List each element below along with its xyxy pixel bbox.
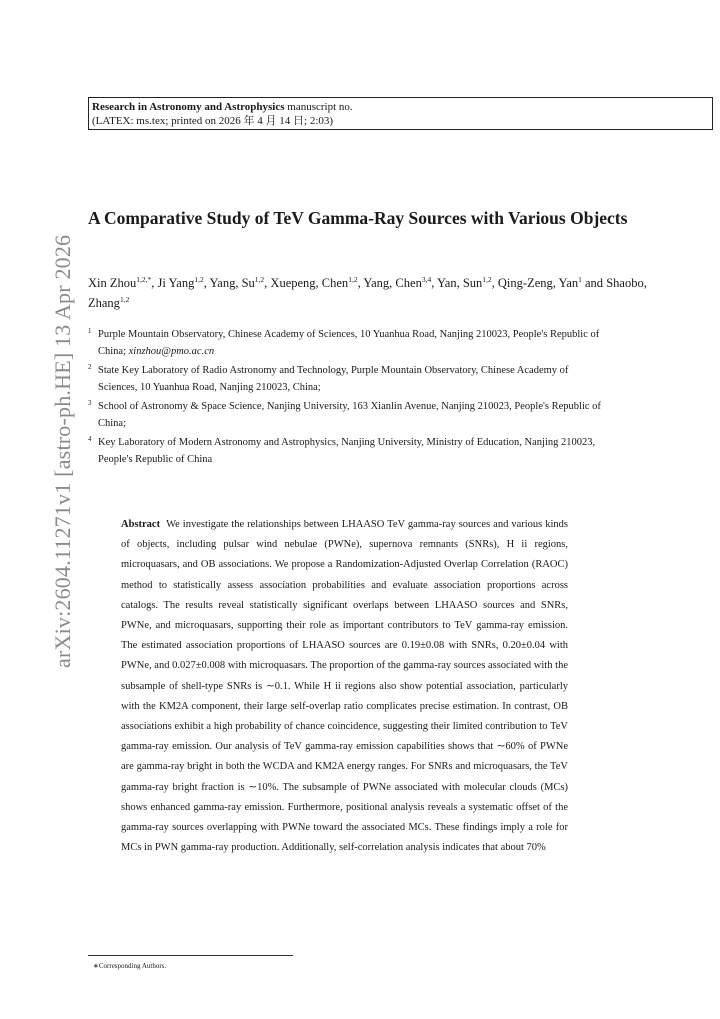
author-affiliation-mark: 1,2,* xyxy=(136,274,152,284)
arxiv-identifier: arXiv:2604.11271v1 [astro-ph.HE] 13 Apr 2026 xyxy=(50,234,75,668)
paper-title: A Comparative Study of TeV Gamma-Ray Sources with Various Objects xyxy=(88,208,628,228)
author-affiliation-mark: 1,2 xyxy=(482,274,492,284)
abstract-text: We investigate the relationships between LHAASO TeV gamma-ray sources and various kinds of objects, including pulsar wind nebulae (PWNe), supernova remnants (SNRs), H ii regions, microquasars, and OB associations. We propose a Randomization-Adjusted Overlap Correlation (RAOC) method to statistically assess association probabilities and evaluate association proportions across catalogs. The results reveal statistically significant overlaps between LHAASO sources and SNRs, PWNe, and microquasars, supporting their role as important contributors to TeV gamma-ray emission. The estimated association proportions of LHAASO sources are 0.19±0.08 with SNRs, 0.20±0.04 with PWNe, and 0.027±0.008 with microquasars. The proportion of the gamma-ray sources associated with the subsample of shell-type SNRs is ∼0.1. While H ii regions also show potential association, particularly with the KM2A component, their large self-overlap ratio complicates precise estimation. In contrast, OB associations exhibit a high probability of chance coincidence, suggesting their limited contribution to TeV gamma-ray emission. Our analysis of TeV gamma-ray emission capabilities shows that ∼60% of PWNe are gamma-ray bright in both the WCDA and KM2A energy ranges. For SNRs and microquasars, the TeV gamma-ray bright fraction is ∼10%. The subsample of PWNe associated with molecular clouds (MCs) shows enhanced gamma-ray emission. Furthermore, positional analysis reveals a systematic offset of the gamma-ray sources overlapping with PWNe toward the associated MCs. These findings imply a role for MCs in PWN gamma-ray production. Additionally, self-correlation analysis indicates that about 70% xyxy=(121,519,568,854)
arxiv-sidebar xyxy=(20,234,75,668)
abstract xyxy=(121,515,568,858)
author-name: Ji Yang xyxy=(157,276,195,290)
affiliation-number: 4 xyxy=(88,435,92,443)
affiliation-text: State Key Laboratory of Radio Astronomy and Technology, Purple Mountain Observatory, Chinese Academy of Sciences, 10 Yuanhua Road, Nanjing 210023, China; xyxy=(98,365,569,393)
author-name: Xuepeng, Chen xyxy=(270,276,349,290)
affiliation-item xyxy=(88,362,608,396)
author-affiliation-mark: 1,2 xyxy=(119,294,130,304)
author-name: Yang, Su xyxy=(209,276,255,290)
journal-header xyxy=(88,97,713,130)
journal-name: Research in Astronomy and Astrophysics xyxy=(92,101,285,113)
author-name: Xin Zhou xyxy=(88,276,137,290)
author-name: Qing-Zeng, Yan xyxy=(497,276,579,290)
author-name: Yang, Chen xyxy=(363,276,422,290)
author-separator: , xyxy=(264,276,271,290)
author-affiliation-mark: 3,4 xyxy=(421,274,432,284)
author-separator: and xyxy=(581,276,607,290)
affiliation-list xyxy=(88,326,608,470)
author-affiliation-mark: 1,2 xyxy=(194,274,204,284)
author-separator: , xyxy=(203,276,210,290)
author-separator: , xyxy=(151,276,158,290)
author-affiliation-mark: 1 xyxy=(578,274,582,284)
latex-info: (LATEX: ms.tex; printed on 2026 年 4 月 14 日; 2:03) xyxy=(92,115,334,127)
affiliation-number: 3 xyxy=(88,399,92,407)
affiliation-item xyxy=(88,434,608,468)
affiliation-text: Purple Mountain Observatory, Chinese Academy of Sciences, 10 Yuanhua Road, Nanjing 210023, People's Republic of China; xyxy=(98,329,600,357)
affiliation-text: School of Astronomy & Space Science, Nanjing University, 163 Xianlin Avenue, Nanjing 210023, People's Republic of China; xyxy=(98,401,601,429)
journal-line xyxy=(92,100,709,114)
author-separator: , xyxy=(357,276,364,290)
affiliation-number: 1 xyxy=(88,327,92,335)
affiliation-item xyxy=(88,326,608,360)
manuscript-number: manuscript no. xyxy=(284,101,353,113)
affiliation-number: 2 xyxy=(88,363,92,371)
author-list xyxy=(88,273,648,313)
footnote-rule xyxy=(88,955,293,956)
author-affiliation-mark: 1,2 xyxy=(254,274,265,284)
author-separator: , xyxy=(431,276,437,290)
author-name: Yan, Sun xyxy=(437,276,483,290)
affiliation-item xyxy=(88,398,608,432)
author-affiliation-mark: 1,2 xyxy=(348,274,358,284)
author-separator: , xyxy=(491,276,498,290)
affiliation-email: xinzhou@pmo.ac.cn xyxy=(128,346,215,357)
author-name: Shaobo, Zhang xyxy=(88,276,647,310)
affiliation-text: Key Laboratory of Modern Astronomy and Astrophysics, Nanjing University, Ministry of Education, Nanjing 210023, People's Republic of China xyxy=(98,437,596,465)
abstract-label: Abstract xyxy=(121,519,161,530)
footnote: ∗Corresponding Authors. xyxy=(93,962,167,970)
